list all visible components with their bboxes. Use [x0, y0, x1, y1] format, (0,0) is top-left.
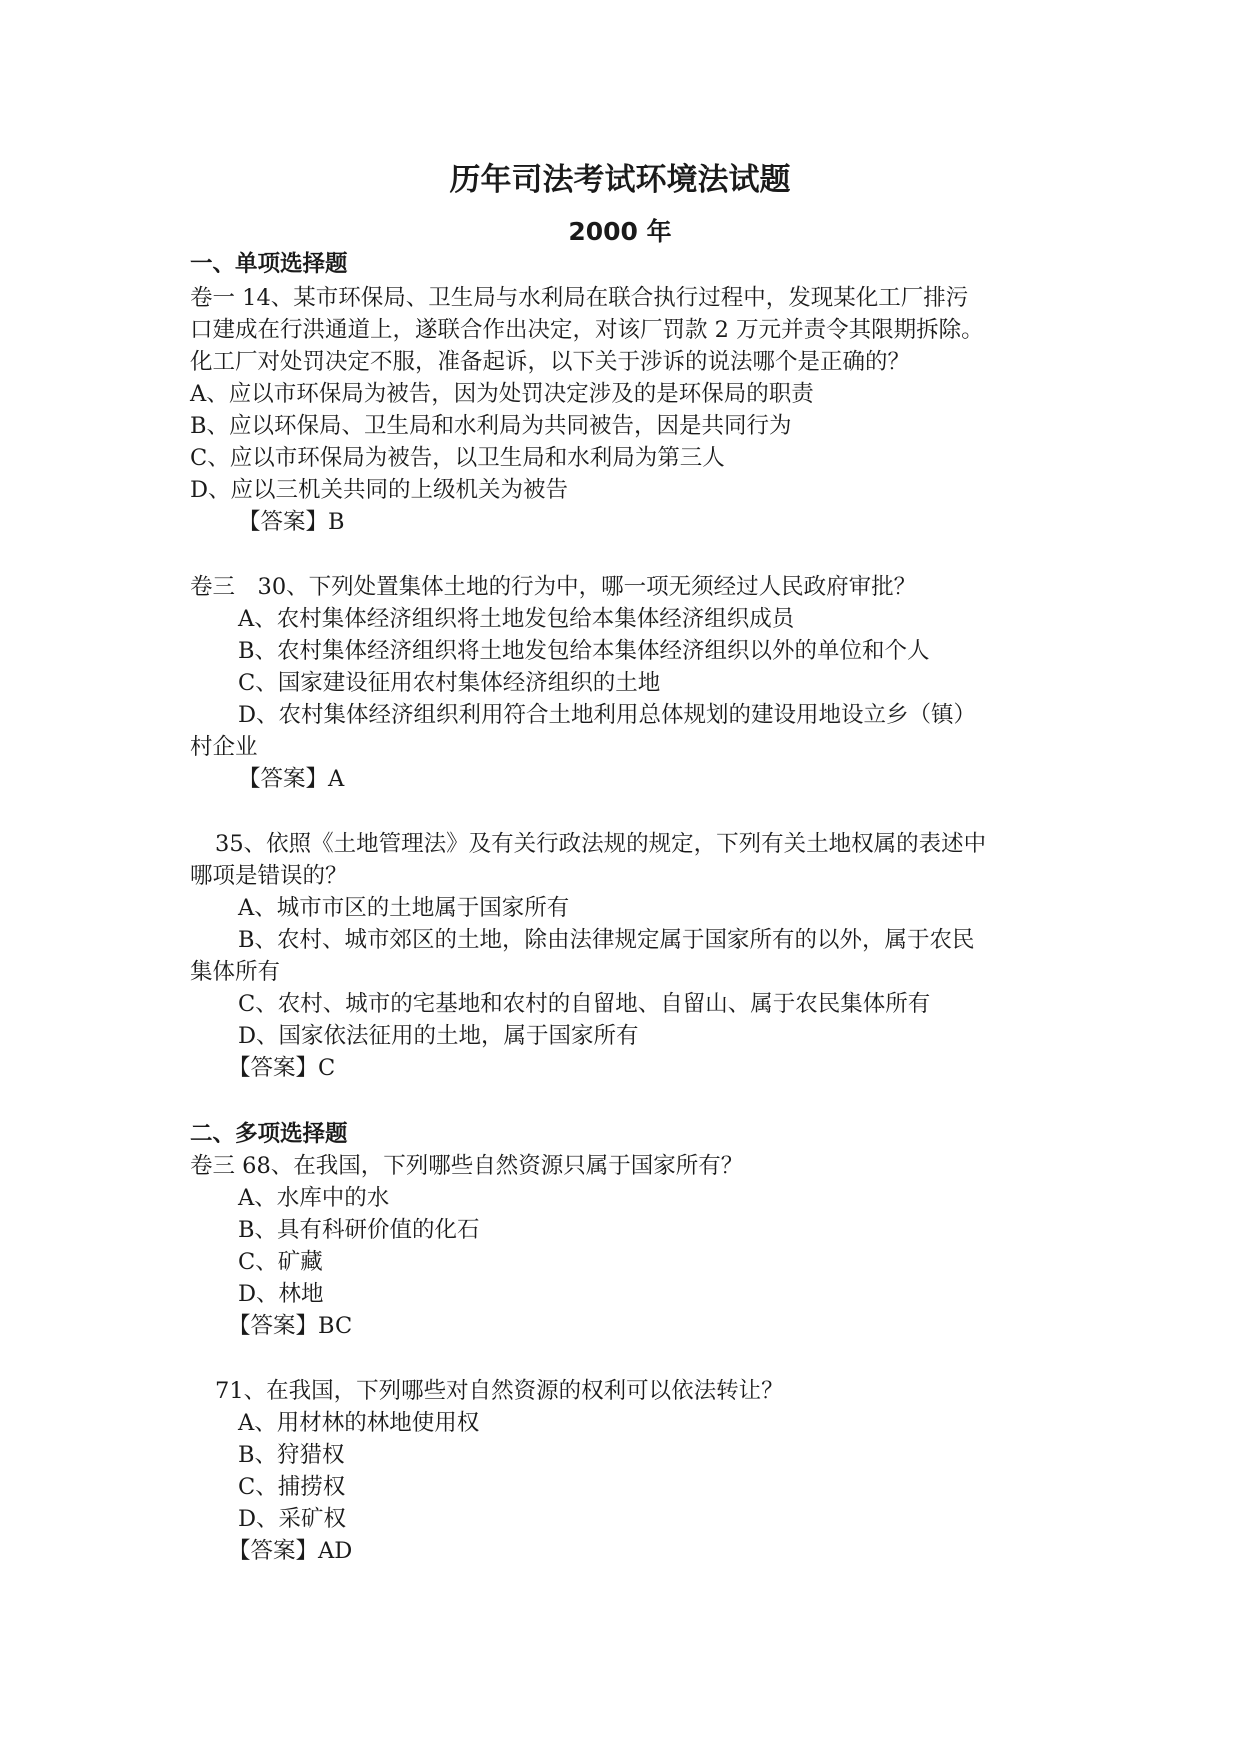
option-a: A、用材林的林地使用权: [238, 1410, 480, 1436]
answer-label: 【答案】A: [238, 766, 345, 792]
option-b: B、狩猎权: [238, 1442, 345, 1468]
option-d: D、林地: [238, 1281, 324, 1307]
option-c: C、国家建设征用农村集体经济组织的土地: [238, 670, 661, 696]
section-heading-multiple-choice: 二、多项选择题: [190, 1121, 348, 1147]
option-a: A、城市市区的土地属于国家所有: [238, 895, 570, 921]
question-stem-line: 35、依照《土地管理法》及有关行政法规的规定，下列有关土地权属的表述中: [215, 831, 987, 857]
option-a: A、农村集体经济组织将土地发包给本集体经济组织成员: [238, 606, 795, 632]
option-c: C、应以市环保局为被告，以卫生局和水利局为第三人: [190, 445, 725, 471]
question-stem-line: 卷三 68、在我国，下列哪些自然资源只属于国家所有？: [190, 1153, 744, 1179]
document-title: 历年司法考试环境法试题: [449, 162, 791, 198]
option-continuation: 集体所有: [190, 959, 281, 985]
option-b: B、农村集体经济组织将土地发包给本集体经济组织以外的单位和个人: [238, 638, 930, 664]
answer-label: 【答案】B: [238, 509, 345, 535]
option-b: B、农村、城市郊区的土地，除由法律规定属于国家所有的以外，属于农民: [238, 927, 975, 953]
answer-label: 【答案】C: [228, 1055, 336, 1081]
question-stem-line: 化工厂对处罚决定不服，准备起诉，以下关于涉诉的说法哪个是正确的？: [190, 349, 911, 375]
option-c: C、捕捞权: [238, 1474, 346, 1500]
option-d: D、农村集体经济组织利用符合土地利用总体规划的建设用地设立乡（镇）: [238, 702, 977, 728]
option-c: C、矿藏: [238, 1249, 323, 1275]
question-stem-line: 卷三 30、下列处置集体土地的行为中，哪一项无须经过人民政府审批？: [190, 574, 917, 600]
option-d: D、国家依法征用的土地，属于国家所有: [238, 1023, 639, 1049]
option-d: D、应以三机关共同的上级机关为被告: [190, 477, 569, 503]
option-a: A、水库中的水: [238, 1185, 390, 1211]
option-d: D、采矿权: [238, 1506, 347, 1532]
answer-label: 【答案】AD: [228, 1538, 353, 1564]
answer-label: 【答案】BC: [228, 1313, 353, 1339]
option-continuation: 村企业: [190, 734, 258, 760]
option-b: B、应以环保局、卫生局和水利局为共同被告，因是共同行为: [190, 413, 792, 439]
option-a: A、应以市环保局为被告，因为处罚决定涉及的是环保局的职责: [190, 381, 814, 407]
option-c: C、农村、城市的宅基地和农村的自留地、自留山、属于农民集体所有: [238, 991, 931, 1017]
question-stem-line: 口建成在行洪通道上，遂联合作出决定，对该厂罚款 2 万元并责令其限期拆除。: [190, 317, 984, 343]
document-year: 2000 年: [568, 217, 672, 246]
section-heading-single-choice: 一、单项选择题: [190, 251, 348, 277]
option-b: B、具有科研价值的化石: [238, 1217, 480, 1243]
question-stem-line: 哪项是错误的？: [190, 863, 348, 889]
question-stem-line: 71、在我国，下列哪些对自然资源的权利可以依法转让？: [215, 1378, 784, 1404]
question-stem-line: 卷一 14、某市环保局、卫生局与水利局在联合执行过程中，发现某化工厂排污: [190, 285, 969, 311]
